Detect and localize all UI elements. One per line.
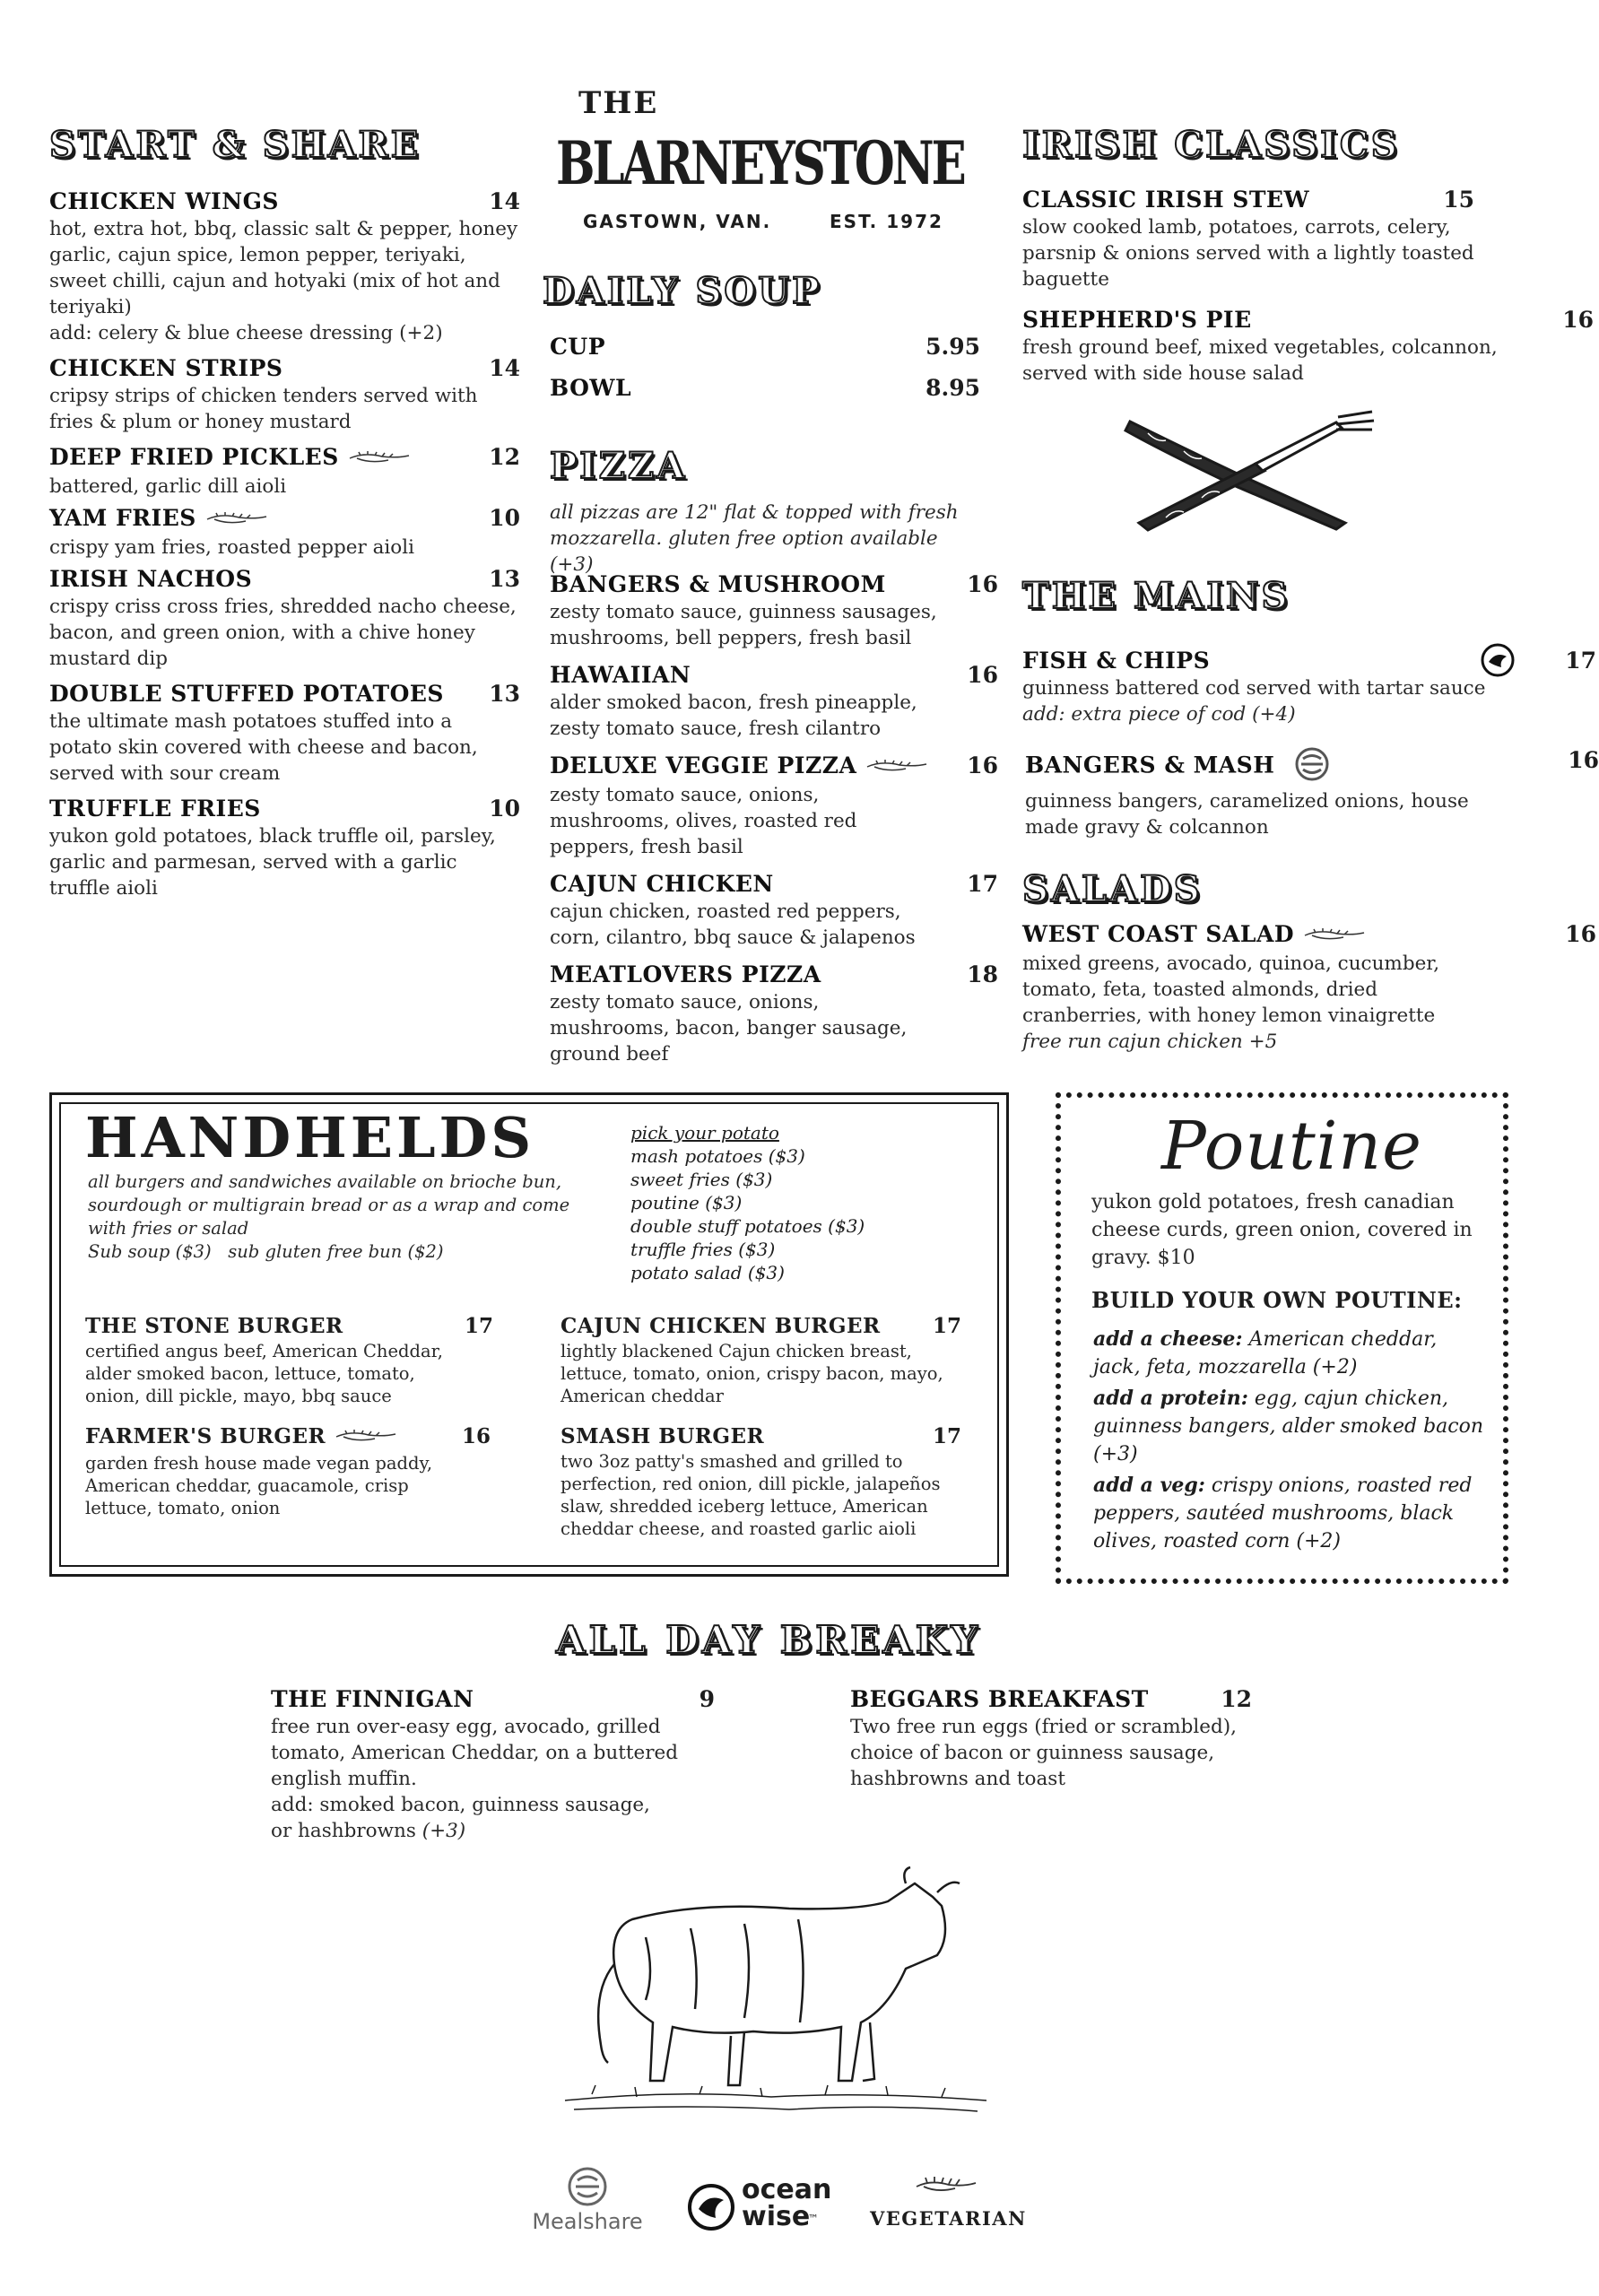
item-name: YAM FRIES [49, 505, 196, 531]
item-name: BEGGARS BREAKFAST [850, 1686, 1149, 1712]
logo-the: THE [578, 85, 659, 121]
item-add: add: celery & blue cheese dressing (+2) [49, 322, 443, 344]
menu-item [561, 1424, 969, 1540]
item-desc: crispy yam fries, roasted pepper aioli [49, 536, 414, 559]
menu-item [550, 752, 998, 860]
menu-item [85, 1424, 498, 1519]
item-name: FISH & CHIPS [1022, 648, 1211, 674]
item-name: CAJUN CHICKEN [550, 871, 774, 897]
menu-item [550, 334, 980, 375]
item-desc: alder smoked bacon, fresh pineapple, zesty tomato sauce, fresh cilantro [550, 691, 917, 740]
vegetarian-icon [1303, 923, 1366, 949]
item-price: 16 [967, 571, 998, 597]
mains-list [1022, 648, 1599, 840]
item-price: 5.95 [926, 334, 980, 360]
item-name: CHICKEN STRIPS [49, 355, 283, 381]
potato-option: sweet fries ($3) [630, 1169, 773, 1190]
vegetarian-icon [335, 1426, 397, 1450]
menu-item [49, 355, 520, 435]
start-share-title: START & SHARE [49, 124, 421, 166]
daily-soup-title: DAILY SOUP [543, 270, 822, 312]
logo [556, 85, 964, 247]
vegetarian-icon [205, 507, 268, 533]
pizza-list [550, 571, 998, 1067]
item-desc: cajun chicken, roasted red peppers, corn, cilantro, bbq sauce & jalapenos [550, 900, 916, 949]
build-your-own-title: BUILD YOUR OWN POUTINE: [1091, 1287, 1463, 1313]
ocean-wise-legend [686, 2174, 856, 2239]
option-label: add a protein: [1093, 1387, 1248, 1410]
poutine-options [1093, 1326, 1488, 1555]
menu-item [550, 871, 998, 951]
item-price: 16 [1565, 921, 1596, 947]
mealshare-icon [1283, 747, 1341, 787]
item-price: 16 [1562, 307, 1594, 333]
menu-item [1022, 921, 1596, 1055]
item-price: 17 [464, 1314, 493, 1338]
item-price: 15 [1443, 187, 1474, 213]
item-price: 13 [489, 566, 520, 592]
item-name: TRUFFLE FRIES [49, 796, 261, 822]
potato-option: potato salad ($3) [630, 1262, 785, 1283]
item-price: 16 [967, 662, 998, 688]
item-price: 17 [932, 1314, 961, 1338]
menu-item [550, 961, 998, 1067]
vegetarian-label: VEGETARIAN [870, 2207, 1027, 2230]
item-desc: zesty tomato sauce, onions, mushrooms, bacon, banger sausage, ground beef [550, 991, 908, 1065]
legend [520, 2166, 1058, 2265]
item-name: MEATLOVERS PIZZA [550, 961, 821, 987]
poutine-option [1093, 1385, 1488, 1468]
item-name: HAWAIIAN [550, 662, 691, 688]
vegetarian-legend [870, 2175, 1027, 2230]
item-price: 16 [967, 752, 998, 778]
item-price: 12 [489, 444, 520, 470]
item-name: CHICKEN WINGS [49, 188, 279, 214]
the-mains-title: THE MAINS [1022, 575, 1290, 617]
menu-item [1022, 307, 1594, 387]
item-name: DEEP FRIED PICKLES [49, 444, 339, 470]
menu-item [550, 375, 980, 416]
item-desc: zesty tomato sauce, guinness sausages, mushrooms, bell peppers, fresh basil [550, 601, 937, 649]
menu-item [1022, 187, 1474, 292]
item-price: 16 [461, 1424, 491, 1448]
ocean-wise-label-1: ocean [742, 2174, 832, 2205]
trademark-mark: ™ [808, 2213, 819, 2225]
menu-item [1025, 747, 1599, 840]
menu-item [550, 571, 998, 651]
irish-classics-list [1022, 187, 1594, 387]
salads-list [1022, 921, 1596, 1055]
item-desc: battered, garlic dill aioli [49, 475, 287, 498]
item-price: 14 [489, 355, 520, 381]
option-text: crispy onions, roasted red peppers, sautéed mushrooms, black olives, roasted corn (+2) [1093, 1474, 1473, 1552]
ocean-wise-label-2: wise [742, 2201, 811, 2232]
item-name: THE STONE BURGER [85, 1314, 343, 1338]
item-add: add: smoked bacon, guinness sausage, [271, 1794, 650, 1816]
item-name: CAJUN CHICKEN BURGER [561, 1314, 881, 1338]
potato-options [630, 1121, 899, 1284]
logo-name: BLARNEYSTONE [556, 128, 964, 198]
item-name: CUP [550, 334, 605, 360]
option-text: egg, cajun chicken, guinness bangers, alder smoked bacon (+3) [1093, 1387, 1484, 1465]
item-desc: fresh ground beef, mixed vegetables, colcannon, served with side house salad [1022, 336, 1498, 385]
item-name: WEST COAST SALAD [1022, 921, 1295, 947]
item-price: 18 [967, 961, 998, 987]
item-price: 14 [489, 188, 520, 214]
item-desc: mixed greens, avocado, quinoa, cucumber, tomato, feta, toasted almonds, dried cranberries, with honey lemon vinaigrette [1022, 952, 1440, 1027]
ocean-wise-icon [686, 2182, 736, 2232]
item-price: 10 [489, 796, 520, 822]
menu-item [1022, 648, 1596, 727]
menu-item [49, 566, 520, 672]
logo-established: EST. 1972 [830, 211, 943, 232]
menu-item [850, 1686, 1299, 1792]
menu-item [271, 1686, 715, 1844]
menu-item [561, 1314, 969, 1407]
irish-classics-title: IRISH CLASSICS [1022, 124, 1400, 166]
menu-item [49, 681, 520, 787]
item-price: 13 [489, 681, 520, 707]
item-desc: free run over-easy egg, avocado, grilled tomato, American Cheddar, on a buttered english muffin. [271, 1716, 678, 1790]
vegetarian-icon [348, 446, 411, 472]
item-add-2: or hashbrowns [271, 1820, 416, 1842]
item-price: 17 [1565, 648, 1596, 674]
item-desc: zesty tomato sauce, onions, mushrooms, olives, roasted red peppers, fresh basil [550, 784, 857, 858]
all-day-breaky-title: ALL DAY BREAKY [556, 1618, 982, 1662]
item-desc: yukon gold potatoes, black truffle oil, parsley, garlic and parmesan, served with a garlic truffle aioli [49, 825, 496, 900]
menu-item [49, 796, 520, 901]
item-add: free run cajun chicken +5 [1022, 1031, 1278, 1053]
menu-item [49, 444, 520, 500]
menu-item [550, 662, 998, 742]
item-name: BOWL [550, 375, 632, 401]
mealshare-label: Mealshare [532, 2209, 643, 2234]
option-text: American cheddar, jack, feta, mozzarella (+2) [1093, 1328, 1438, 1378]
poutine-option [1093, 1326, 1488, 1381]
item-desc: slow cooked lamb, potatoes, carrots, celery, parsnip & onions served with a lightly toasted baguette [1022, 216, 1474, 291]
item-price: 12 [1221, 1686, 1252, 1712]
handhelds-note: all burgers and sandwiches available on brioche bun, sourdough or multigrain bread or as a wrap and come with fries or salad [88, 1171, 570, 1239]
item-name: BANGERS & MUSHROOM [550, 571, 886, 597]
item-name: DOUBLE STUFFED POTATOES [49, 681, 444, 707]
item-add-price: (+3) [421, 1820, 466, 1842]
pizza-title: PIZZA [550, 445, 688, 487]
item-desc: cripsy strips of chicken tenders served with fries & plum or honey mustard [49, 385, 478, 433]
item-desc: guinness battered cod served with tartar sauce [1022, 677, 1486, 700]
item-name: SHEPHERD'S PIE [1022, 307, 1252, 333]
salads-title: SALADS [1022, 868, 1203, 910]
cow-illustration [565, 1866, 986, 2126]
item-desc: two 3oz patty's smashed and grilled to perfection, red onion, dill pickle, jalapeños slaw, shredded iceberg lettuce, American cheddar cheese, and roasted garlic aioli [561, 1451, 941, 1539]
item-price: 17 [967, 871, 998, 897]
menu-item [49, 505, 520, 561]
poutine-option [1093, 1472, 1488, 1555]
item-add: add: extra piece of cod (+4) [1022, 703, 1296, 726]
crossed-cutlery-illustration [1112, 408, 1381, 534]
potato-option: double stuff potatoes ($3) [630, 1215, 865, 1237]
poutine-desc: yukon gold potatoes, fresh canadian cheese curds, green onion, covered in gravy. $10 [1091, 1191, 1473, 1269]
item-name: IRISH NACHOS [49, 566, 253, 592]
potato-option: truffle fries ($3) [630, 1239, 776, 1260]
item-name: FARMER'S BURGER [85, 1424, 326, 1448]
ocean-wise-icon [1480, 642, 1516, 682]
handhelds-title: HANDHELDS [85, 1105, 535, 1170]
menu-item [49, 188, 520, 346]
potato-options-title: pick your potato [630, 1122, 779, 1144]
item-desc: crispy criss cross fries, shredded nacho cheese, bacon, and green onion, with a chive honey mustard dip [49, 596, 517, 670]
item-name: DELUXE VEGGIE PIZZA [550, 752, 857, 778]
mealshare-legend [520, 2166, 655, 2234]
item-price: 10 [489, 505, 520, 531]
item-name: THE FINNIGAN [271, 1686, 474, 1712]
item-name: SMASH BURGER [561, 1424, 765, 1448]
item-name: CLASSIC IRISH STEW [1022, 187, 1310, 213]
item-desc: hot, extra hot, bbq, classic salt & pepper, honey garlic, cajun spice, lemon pepper, teriyaki, sweet chilli, cajun and hotyaki (mix of hot and teriyaki) [49, 218, 518, 318]
item-desc: guinness bangers, caramelized onions, house made gravy & colcannon [1025, 790, 1469, 839]
item-desc: certified angus beef, American Cheddar, alder smoked bacon, lettuce, tomato, onion, dill pickle, mayo, bbq sauce [85, 1341, 443, 1406]
item-price: 17 [932, 1424, 961, 1448]
item-price: 8.95 [926, 375, 980, 401]
item-desc: lightly blackened Cajun chicken breast, lettuce, tomato, onion, crispy bacon, mayo, American cheddar [561, 1341, 943, 1406]
pizza-note: all pizzas are 12" flat & topped with fresh mozzarella. gluten free option available (+3) [550, 501, 959, 576]
item-desc: garden fresh house made vegan paddy, American cheddar, guacamole, crisp lettuce, tomato, onion [85, 1452, 433, 1518]
item-name: BANGERS & MASH [1025, 752, 1275, 778]
potato-option: mash potatoes ($3) [630, 1145, 805, 1167]
option-label: add a cheese: [1093, 1327, 1243, 1351]
start-share-list [49, 188, 520, 901]
option-label: add a veg: [1093, 1474, 1205, 1497]
item-desc: Two free run eggs (fried or scrambled), choice of bacon or guinness sausage, hashbrowns and toast [850, 1716, 1237, 1790]
menu-item [85, 1314, 493, 1407]
item-price: 16 [1568, 747, 1599, 773]
vegetarian-icon [865, 754, 928, 780]
handhelds-note-2: Sub soup ($3) sub gluten free bun ($2) [88, 1241, 444, 1262]
item-price: 9 [699, 1686, 715, 1712]
logo-location: GASTOWN, VAN. [583, 211, 772, 232]
mealshare-icon [567, 2166, 608, 2207]
daily-soup-list [550, 334, 980, 416]
vegetarian-icon [915, 2175, 978, 2198]
potato-option: poutine ($3) [630, 1192, 743, 1213]
item-desc: the ultimate mash potatoes stuffed into a potato skin covered with cheese and bacon, served with sour cream [49, 710, 478, 785]
poutine-title: Poutine [1161, 1108, 1422, 1185]
